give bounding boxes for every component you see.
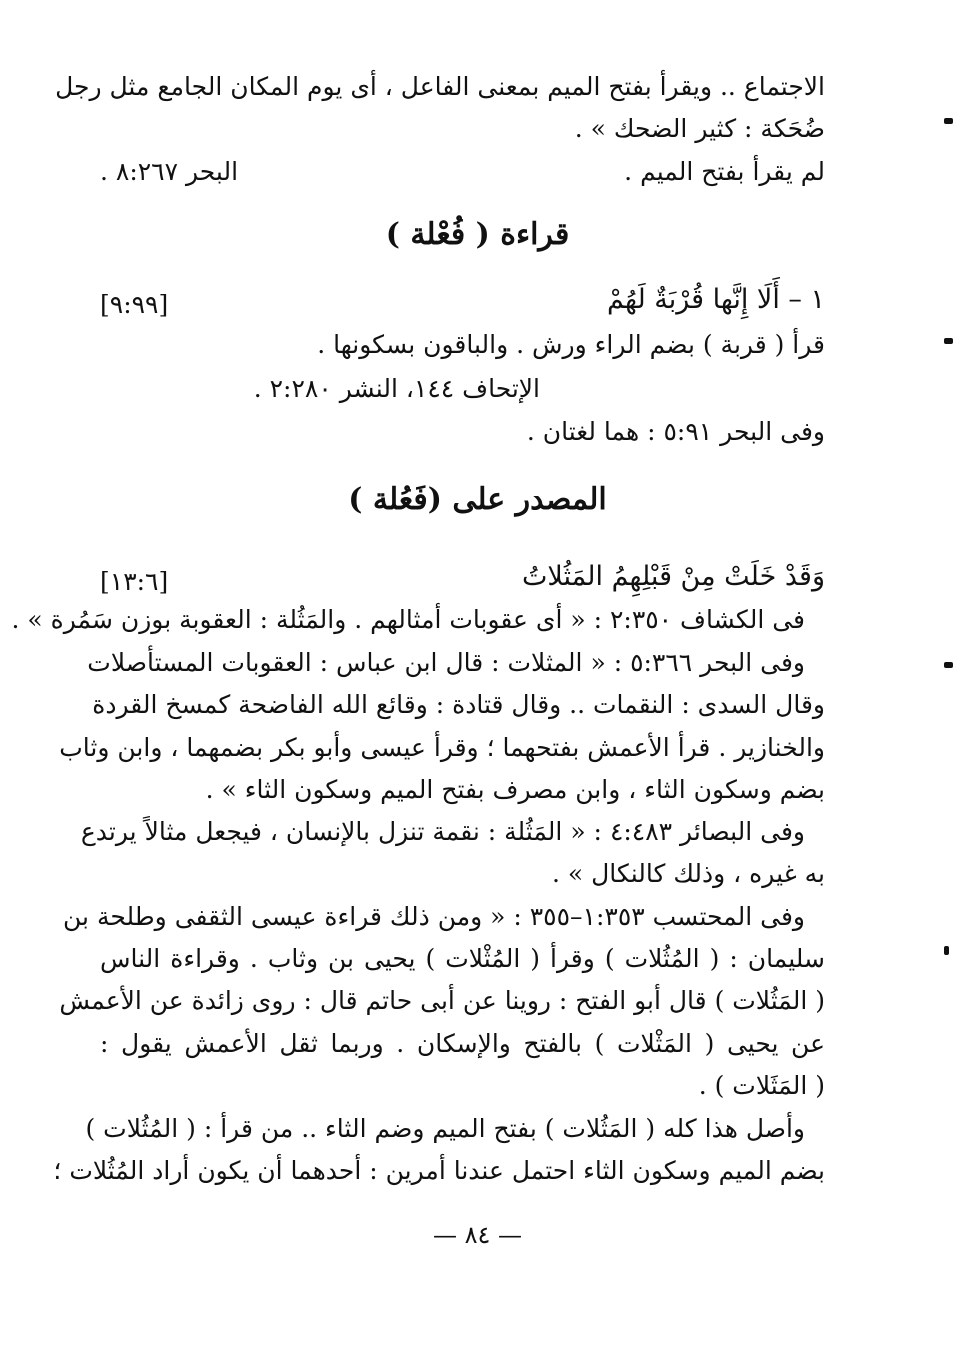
text-line: وفى البصائر ٤:٤٨٣ : « المَثُلة : نقمة تنزل بالإنسان ، فيجعل مثالاً يرتدع — [80, 817, 805, 846]
text-line: وأصل هذا كله ( المَثُلات ) بفتح الميم وضم الثاء .. من قرأ : ( المُثُلات ) — [85, 1114, 805, 1143]
verse-reference: [٩:٩٩] — [100, 290, 169, 319]
text-line: وفى البحر ٥:٣٦٦ : « المثلات : قال ابن عباس : العقوبات المستأصلات — [87, 648, 805, 677]
text-line: والخنازير . قرأ الأعمش بفتحهما ؛ وقرأ عيسى وأبو بكر بضمهما ، وابن وثاب — [59, 733, 825, 762]
text-line: به غيره ، وذلك كالنكال » . — [551, 859, 825, 888]
text-line: ضُحَكة : كثير الضحك » . — [574, 114, 825, 143]
text-line: قرأ ( قربة ) بضم الراء ورش . والباقون بسكونها . — [317, 330, 825, 359]
text-line: الإتحاف ١٤٤، النشر ٢:٢٨٠ . — [253, 374, 540, 403]
text-line: وفى البحر ٥:٩١ : هما لغتان . — [526, 417, 825, 446]
text-line: لم يقرأ بفتح الميم . — [624, 157, 825, 186]
text-line: بضم الميم وسكون الثاء احتمل عندنا أمرين : أحدهما أن يكون أراد المُثُلات ؛ — [53, 1156, 825, 1185]
text-line: ( المَثُلات ) قال أبو الفتح : روينا عن أبى حاتم قال : روى زائدة عن الأعمش — [59, 986, 825, 1015]
margin-mark — [944, 662, 953, 668]
margin-mark — [944, 946, 949, 955]
text-line: ( المَثَلات ) . — [698, 1071, 825, 1100]
text-line: وقال السدى : النقمات .. وقال قتادة : وقائع الله الفاضحة كمسخ القردة — [92, 690, 825, 719]
text-line: بضم وسكون الثاء ، وابن مصرف بفتح الميم وسكون الثاء » . — [205, 775, 825, 804]
text-line: سليمان : ( المُثُلات ) وقرأ ( المُثْلات ) يحيى بن وثاب . وقراءة الناس — [100, 944, 825, 973]
text-line: وفى المحتسب ١:٣٥٣–٣٥٥ : « ومن ذلك قراءة عيسى الثقفى وطلحة بن — [63, 902, 805, 931]
text-line: الاجتماع .. ويقرأ بفتح الميم بمعنى الفاعل ، أى يوم المكان الجامع مثل رجل — [55, 72, 825, 101]
source-reference: البحر ٨:٢٦٧ . — [100, 157, 239, 186]
page-number: — ٨٤ — — [432, 1221, 523, 1249]
section-heading: قراءة ( فُعْلة ) — [385, 217, 570, 252]
text-line: عن يحيى ( المَثْلات ) بالفتح والإسكان . وربما ثقل الأعمش يقول : — [100, 1029, 825, 1058]
quran-verse: ١ – أَلَا إِنَّها قُرْبَةٌ لَهُمْ — [607, 284, 825, 315]
verse-reference: [١٣:٦] — [100, 567, 169, 596]
margin-mark — [944, 338, 953, 344]
text-line: فى الكشاف ٢:٣٥٠ : « أى عقوبات أمثالهم . والمَثُلة : العقوبة بوزن سَمُرة » . — [11, 605, 805, 634]
quran-verse: وَقَدْ خَلَتْ مِنْ قَبْلِهِمُ المَثُلاتُ — [521, 561, 825, 592]
margin-mark — [944, 118, 953, 124]
section-heading: المصدر على (فَعُلة ) — [348, 482, 607, 517]
